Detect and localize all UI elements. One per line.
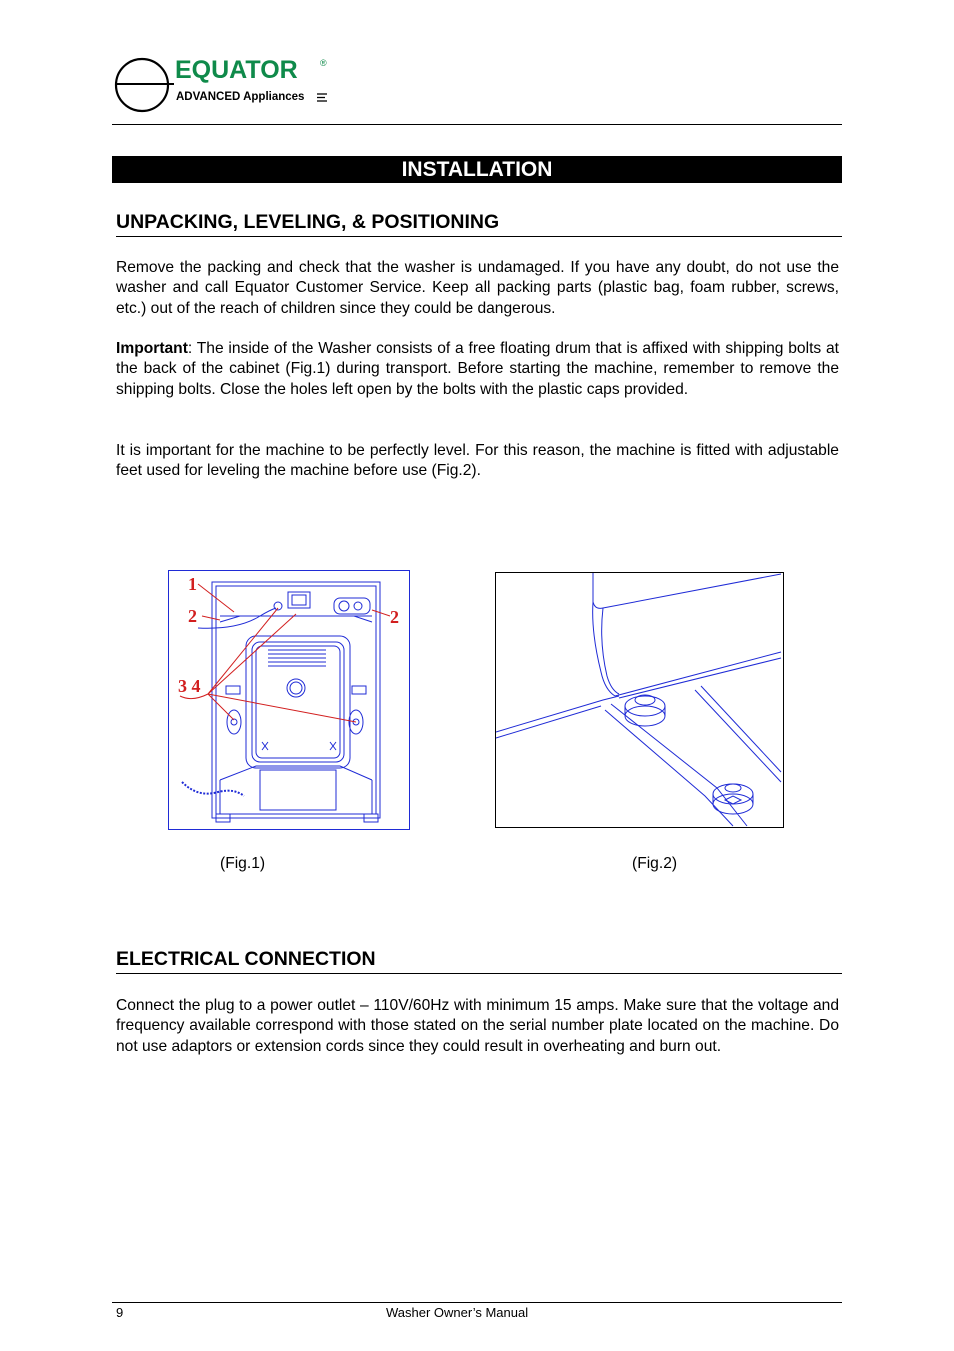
electrical-paragraph-1: Connect the plug to a power outlet – 110V/60Hz with minimum 15 amps. Make sure that the voltage and frequency available correspond with those stated on the serial number plate located on the machine. Do not use adaptors or extension cords since they could result in overheating and burn out.	[116, 997, 839, 1055]
figure-1-border	[169, 571, 410, 830]
footer-rule	[112, 1302, 842, 1303]
unpacking-paragraph-1: Remove the packing and check that the washer is undamaged. If you have any doubt, do not use the washer and call Equator Customer Service. Keep all packing parts (plastic bag, foam rubber, screws, etc.) out of the reach of children since they could be dangerous.	[116, 259, 839, 317]
important-label: Important	[116, 340, 188, 357]
logo-registered: ®	[320, 58, 327, 68]
electrical-heading: ELECTRICAL CONNECTION	[116, 947, 842, 974]
logo-stripes	[317, 94, 327, 101]
unpacking-heading: UNPACKING, LEVELING, & POSITIONING	[116, 210, 842, 237]
page-number: 9	[116, 1305, 124, 1320]
foot-drawing	[496, 573, 781, 826]
figure-2-caption: (Fig.2)	[632, 855, 678, 872]
figure-1-caption: (Fig.1)	[220, 855, 266, 872]
figure-1-washer-back	[168, 570, 410, 830]
equator-logo	[112, 54, 342, 116]
header-rule	[112, 124, 842, 125]
callout-3-4: 3 4	[178, 676, 201, 696]
callout-2-left: 2	[188, 606, 197, 626]
important-text: : The inside of the Washer consists of a free floating drum that is affixed with shipping bolts at the back of the cabinet (Fig.1) during transport. Before starting the machine, remember to remove the shipping bolts. Close the holes left open by the bolts with the plastic caps provided.	[116, 340, 839, 398]
callout-1: 1	[188, 574, 197, 594]
footer-title: Washer Owner’s Manual	[386, 1305, 529, 1320]
unpacking-paragraph-2	[116, 339, 839, 400]
section-banner: INSTALLATION	[112, 156, 842, 183]
callout-2-right: 2	[390, 607, 399, 627]
figure-2-leveling-foot	[495, 572, 784, 828]
logo-brand: EQUATOR	[175, 56, 298, 84]
logo-tagline: ADVANCED Appliances	[176, 91, 305, 103]
unpacking-paragraph-3: It is important for the machine to be perfectly level. For this reason, the machine is fitted with adjustable feet used for leveling the machine before use (Fig.2).	[116, 442, 839, 480]
